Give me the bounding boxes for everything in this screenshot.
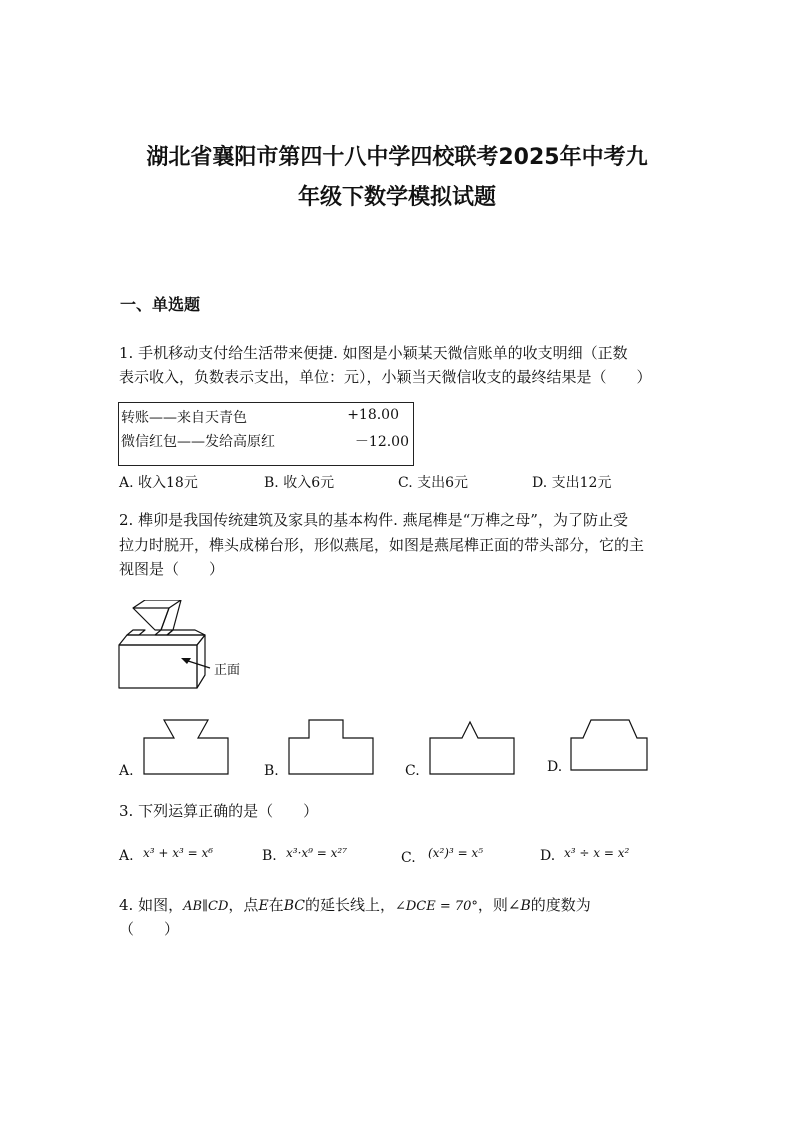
q4-text-2: ，点 bbox=[228, 896, 259, 914]
q2-stem-line-1: 2. 榫卯是我国传统建筑及家具的基本构件. 燕尾榫是“万榫之母”，为了防止受 bbox=[119, 511, 628, 529]
q3-option-c-expr: (x²)³ = x⁵ bbox=[428, 846, 484, 860]
q2-option-d-label: D. bbox=[547, 759, 563, 775]
q3-stem: 3. 下列运算正确的是（ ） bbox=[119, 802, 319, 820]
q2-stem-line-2: 拉力时脱开，榫头成梯台形，形似燕尾，如图是燕尾榫正面的带头部分，它的主 bbox=[119, 536, 645, 554]
q4-math-bc: BC bbox=[283, 898, 305, 914]
q4-math-angle: ∠DCE = 70° bbox=[394, 899, 478, 914]
ledger-row-1-amount: +18.00 bbox=[347, 407, 399, 423]
q1-option-d: D. 支出12元 bbox=[532, 475, 612, 491]
q1-option-b: B. 收入6元 bbox=[264, 475, 335, 491]
q3-option-d-label: D. bbox=[540, 848, 556, 864]
q4-math-parallel: AB∥CD bbox=[183, 899, 229, 914]
q2-option-b-figure bbox=[287, 716, 377, 778]
dovetail-tenon-figure bbox=[115, 600, 275, 700]
q3-option-a-label: A. bbox=[119, 848, 134, 864]
q4-math-point-e: E bbox=[258, 898, 269, 914]
q3-option-a-expr: x³ + x³ = x⁶ bbox=[143, 846, 214, 860]
q1-stem-line-1: 1. 手机移动支付给生活带来便捷. 如图是小颖某天微信账单的收支明细（正数 bbox=[119, 344, 628, 362]
paper-title-line-1: 湖北省襄阳市第四十八中学四校联考2025年中考九 bbox=[146, 145, 648, 170]
q4-text-1: 4. 如图， bbox=[119, 896, 184, 914]
q2-option-c-label: C. bbox=[405, 763, 420, 779]
q2-stem-line-3: 视图是（ ） bbox=[119, 560, 225, 578]
q2-option-b-label: B. bbox=[264, 763, 279, 779]
ledger-row-2-amount: －12.00 bbox=[354, 434, 409, 450]
q3-option-d-expr: x³ ÷ x = x² bbox=[564, 846, 630, 860]
q3-option-c-label: C. bbox=[401, 850, 416, 866]
q4-stem-line-1 bbox=[119, 894, 591, 915]
q4-stem-line-2: （ ） bbox=[119, 920, 180, 938]
q4-text-5: ，则∠ bbox=[477, 896, 521, 914]
q1-option-c: C. 支出6元 bbox=[398, 475, 469, 491]
ledger-row-2-label: 微信红包——发给高原红 bbox=[121, 434, 275, 450]
q2-option-a-figure bbox=[142, 716, 232, 778]
q3-option-b-expr: x³·x⁹ = x²⁷ bbox=[286, 846, 348, 860]
paper-title-line-2: 年级下数学模拟试题 bbox=[297, 185, 496, 210]
q4-text-4: 的延长线上， bbox=[304, 896, 395, 914]
q4-text-6: 的度数为 bbox=[530, 896, 591, 914]
q4-math-b: B bbox=[520, 898, 531, 914]
q2-option-d-figure bbox=[569, 716, 651, 774]
q1-option-a: A. 收入18元 bbox=[119, 475, 198, 491]
q1-wechat-ledger bbox=[118, 402, 414, 466]
q2-option-c-figure bbox=[428, 716, 518, 778]
ledger-row-1-label: 转账——来自天青色 bbox=[121, 410, 247, 426]
q4-text-3: 在 bbox=[268, 896, 284, 914]
q3-option-b-label: B. bbox=[262, 848, 277, 864]
front-face-label: 正面 bbox=[214, 663, 241, 678]
section-heading-single-choice: 一、单选题 bbox=[120, 295, 201, 314]
q2-option-a-label: A. bbox=[119, 763, 134, 779]
q1-stem-line-2: 表示收入，负数表示支出，单位：元），小颖当天微信收支的最终结果是（ ） bbox=[119, 368, 652, 386]
